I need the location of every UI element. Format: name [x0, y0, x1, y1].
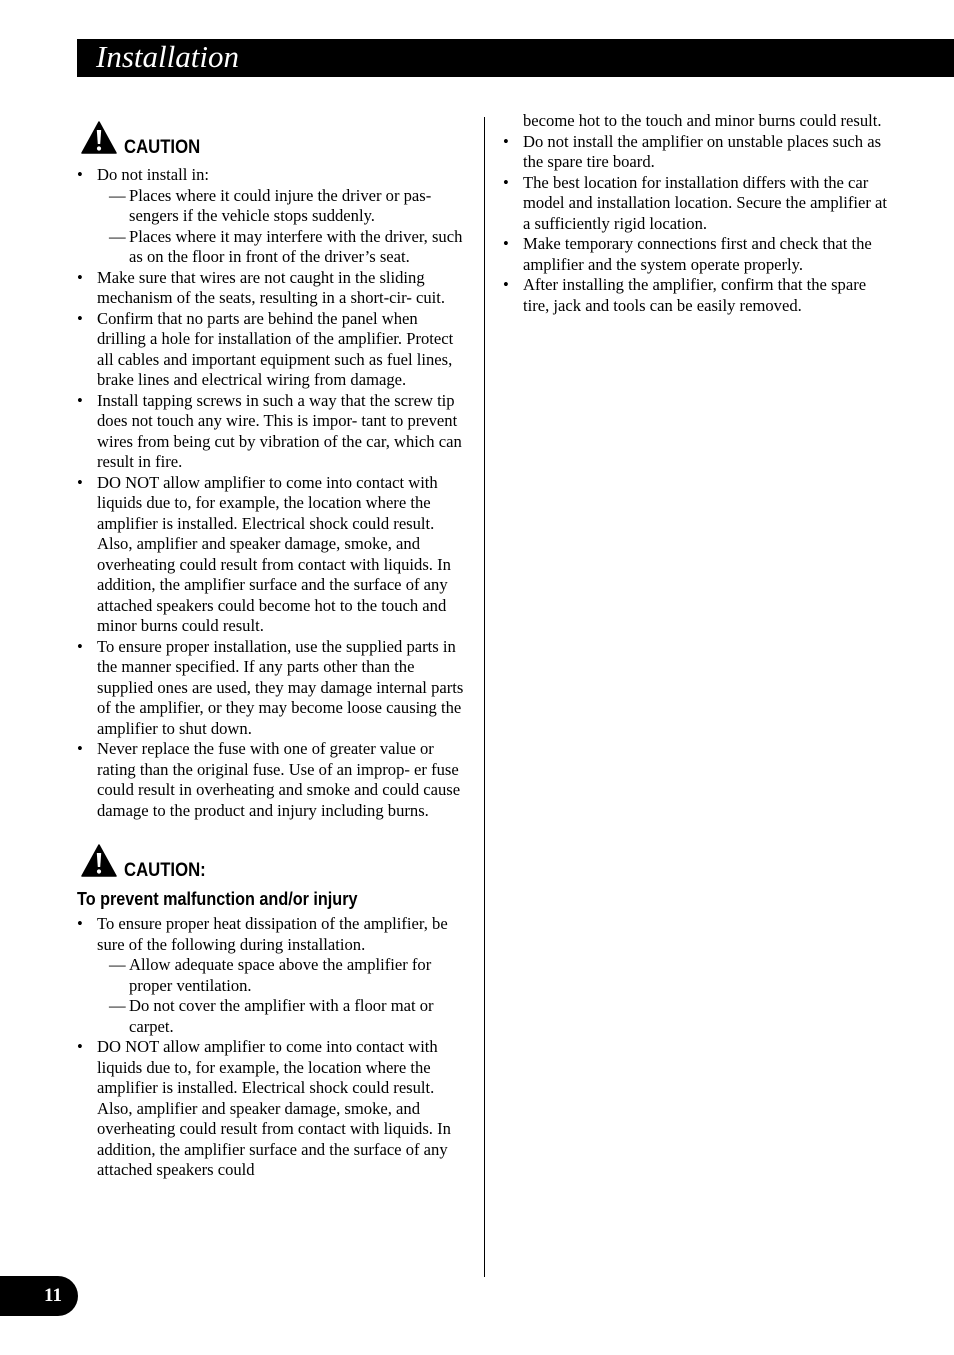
list-item-text: Never replace the fuse with one of greater value or rating than the original fuse. Use of an improp- er fuse could result in overheating and smoke and could cause damage to the product and injury including burns.: [97, 739, 461, 820]
list-item: [77, 914, 467, 1037]
list-item-text: Confirm that no parts are behind the panel when drilling a hole for installation of the amplifier. Protect all cables and important equipment such as fuel lines, brake lines and electrical wiring from damage.: [97, 308, 454, 389]
caution-heading: [77, 121, 467, 165]
sub-list-item-text: Places where it may interfere with the driver, such as on the floor in front of the driver’s seat.: [129, 226, 463, 266]
em-dash-marker: —: [109, 185, 126, 205]
list-item-text: To ensure proper installation, use the supplied parts in the manner specified. If any parts other than the supplied ones are used, they may damage internal parts of the amplifier, or they may become loose causing the amplifier to shut down.: [97, 636, 464, 738]
column-right: [503, 111, 888, 316]
section-subheading: To prevent malfunction and/or injury: [77, 889, 358, 909]
column-left: [77, 112, 467, 1181]
list-item: [77, 165, 467, 268]
list-item: [77, 473, 467, 637]
list-item: [77, 391, 467, 473]
list-item-text: Do not install the amplifier on unstable places such as the spare tire board.: [523, 131, 882, 171]
page-number: 11: [44, 1285, 62, 1306]
list-item-text: After installing the amplifier, confirm that the spare tire, jack and tools can be easily removed.: [523, 275, 867, 315]
list-item: [503, 132, 888, 173]
list-item: [77, 1037, 467, 1181]
caution-label-2: CAUTION:: [124, 860, 206, 881]
page-title: Installation: [96, 39, 239, 74]
list-item-text: To ensure proper heat dissipation of the amplifier, be sure of the following during installation.: [97, 914, 448, 954]
warning-triangle-icon: [81, 844, 117, 877]
em-dash-marker: —: [109, 226, 126, 246]
column-divider: [484, 117, 485, 1277]
list-item: [503, 173, 888, 235]
list-item: [77, 309, 467, 391]
caution-label: CAUTION: [124, 137, 201, 158]
continued-text: become hot to the touch and minor burns could result.: [523, 111, 882, 130]
list-item-text: Do not install in:: [97, 165, 210, 184]
sub-list-item: [97, 227, 467, 268]
list-item-text: DO NOT allow amplifier to come into contact with liquids due to, for example, the location where the amplifier is installed. Electrical shock could result. Also, amplifier and speaker damage, smoke, and overheating could result from contact with liquids. In addition, the amplifier surface and the surface of any attached speakers could become hot to the touch and minor burns could result.: [97, 472, 451, 635]
sub-list: [97, 955, 467, 1037]
list-item: [503, 275, 888, 316]
list-item: [77, 637, 467, 740]
caution-heading-2: [77, 844, 467, 888]
sub-list: [97, 186, 467, 268]
caution-bullet-list-2: [77, 914, 467, 1181]
list-item: [77, 268, 467, 309]
page-header: [77, 39, 954, 77]
sub-list-item-text: Allow adequate space above the amplifier for proper ventilation.: [129, 955, 432, 995]
sub-list-item-text: Do not cover the amplifier with a floor mat or carpet.: [129, 996, 434, 1036]
warning-triangle-icon: [81, 121, 117, 154]
sub-list-item-text: Places where it could injure the driver or pas- sengers if the vehicle stops suddenly.: [129, 185, 432, 225]
list-item-text: Install tapping screws in such a way that the screw tip does not touch any wire. This is impor- tant to prevent wires from being cut by vibration of the car, which can result in fire.: [97, 390, 462, 471]
caution-bullet-list: [77, 165, 467, 821]
list-item-text: The best location for installation differs with the car model and installation location. Secure the amplifier at a sufficiently rigid location.: [523, 172, 888, 233]
sub-list-item: [97, 955, 467, 996]
list-item-text: DO NOT allow amplifier to come into contact with liquids due to, for example, the location where the amplifier is installed. Electrical shock could result. Also, amplifier and speaker damage, smoke, and overheating could result from contact with liquids. In addition, the amplifier surface and the surface of any attached speakers could: [97, 1037, 451, 1179]
list-item-text: Make temporary connections first and check that the amplifier and the system operate properly.: [523, 234, 872, 274]
sub-list-item: [97, 996, 467, 1037]
sub-list-item: [97, 186, 467, 227]
em-dash-marker: —: [109, 996, 126, 1015]
list-item: [77, 739, 467, 821]
bullet-list-right: [503, 132, 888, 317]
list-item-text: Make sure that wires are not caught in the sliding mechanism of the seats, resulting in a short-cir- cuit.: [97, 267, 446, 307]
list-item: [503, 234, 888, 275]
em-dash-marker: —: [109, 955, 126, 974]
page-number-tab: [0, 1276, 78, 1316]
